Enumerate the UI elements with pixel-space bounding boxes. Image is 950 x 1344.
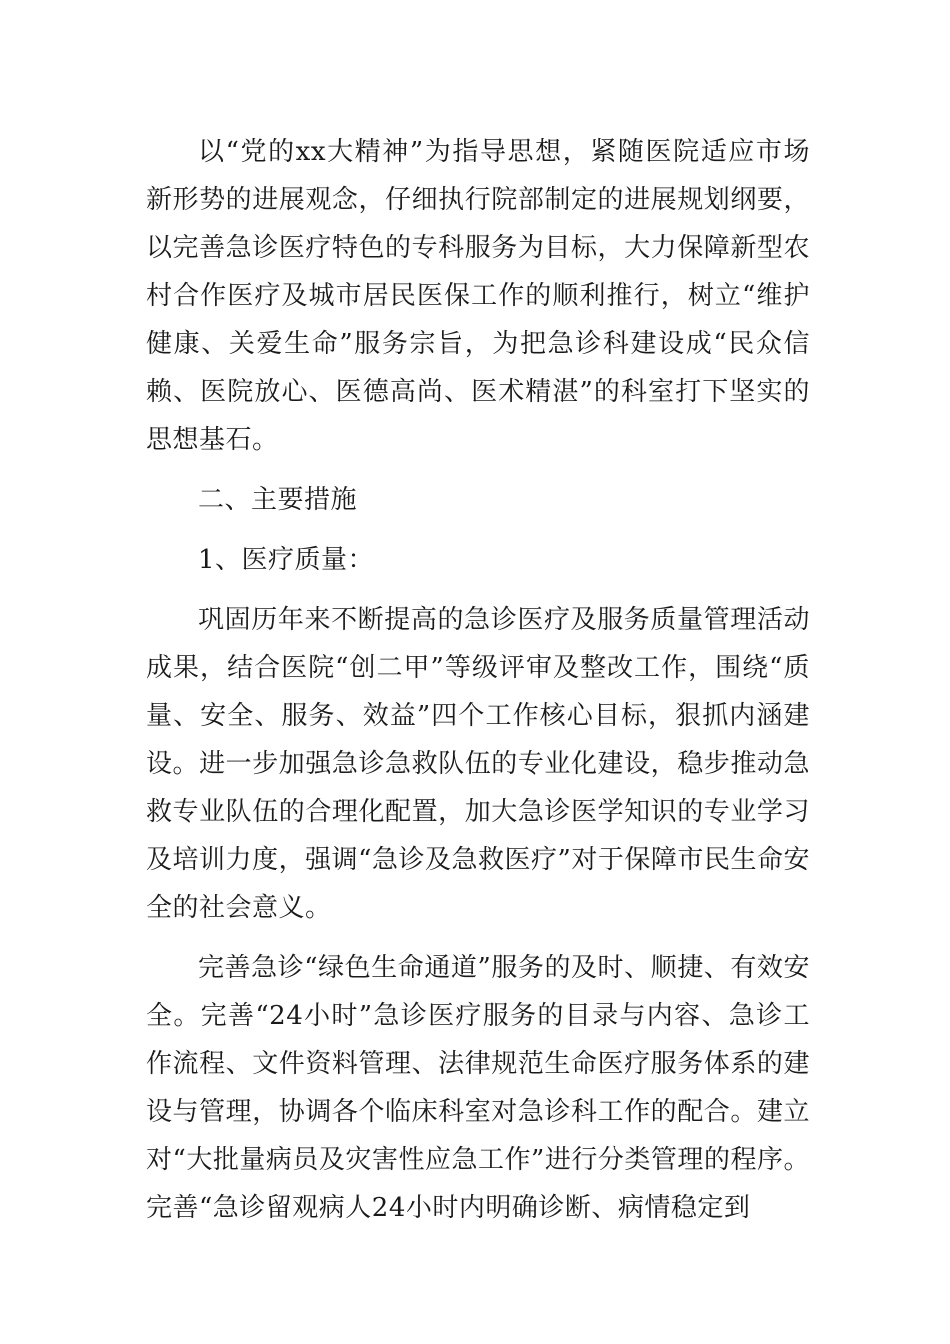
document-page <box>146 128 810 1232</box>
paragraph-green-channel: 完善急诊“绿色生命通道”服务的及时、顺捷、有效安全。完善“24小时”急诊医疗服务的目录与内容、急诊工作流程、文件资料管理、法律规范生命医疗服务体系的建设与管理，协调各个临床科室对急诊科工作的配合。建立对“大批量病员及灾害性应急工作”进行分类管理的程序。完善“急诊留观病人24小时内明确诊断、病情稳定到 <box>146 953 810 1223</box>
subheading-medical-quality: 1、医疗质量： <box>198 545 375 575</box>
paragraph-quality-management: 巩固历年来不断提高的急诊医疗及服务质量管理活动成果，结合医院“创二甲”等级评审及整改工作，围绕“质量、安全、服务、效益”四个工作核心目标，狠抓内涵建设。进一步加强急诊急救队伍的专业化建设，稳步推动急救专业队伍的合理化配置，加大急诊医学知识的专业学习及培训力度，强调“急诊及急救医疗”对于保障市民生命安全的社会意义。 <box>146 605 810 923</box>
paragraph-guiding-thought: 以“党的xx大精神”为指导思想，紧随医院适应市场新形势的进展观念，仔细执行院部制定的进展规划纲要，以完善急诊医疗特色的专科服务为目标，大力保障新型农村合作医疗及城市居民医保工作的顺利推行，树立“维护健康、关爱生命”服务宗旨，为把急诊科建设成“民众信赖、医院放心、医德高尚、医术精湛”的科室打下坚实的思想基石。 <box>146 137 810 455</box>
section-heading-main-measures: 二、主要措施 <box>198 485 358 515</box>
